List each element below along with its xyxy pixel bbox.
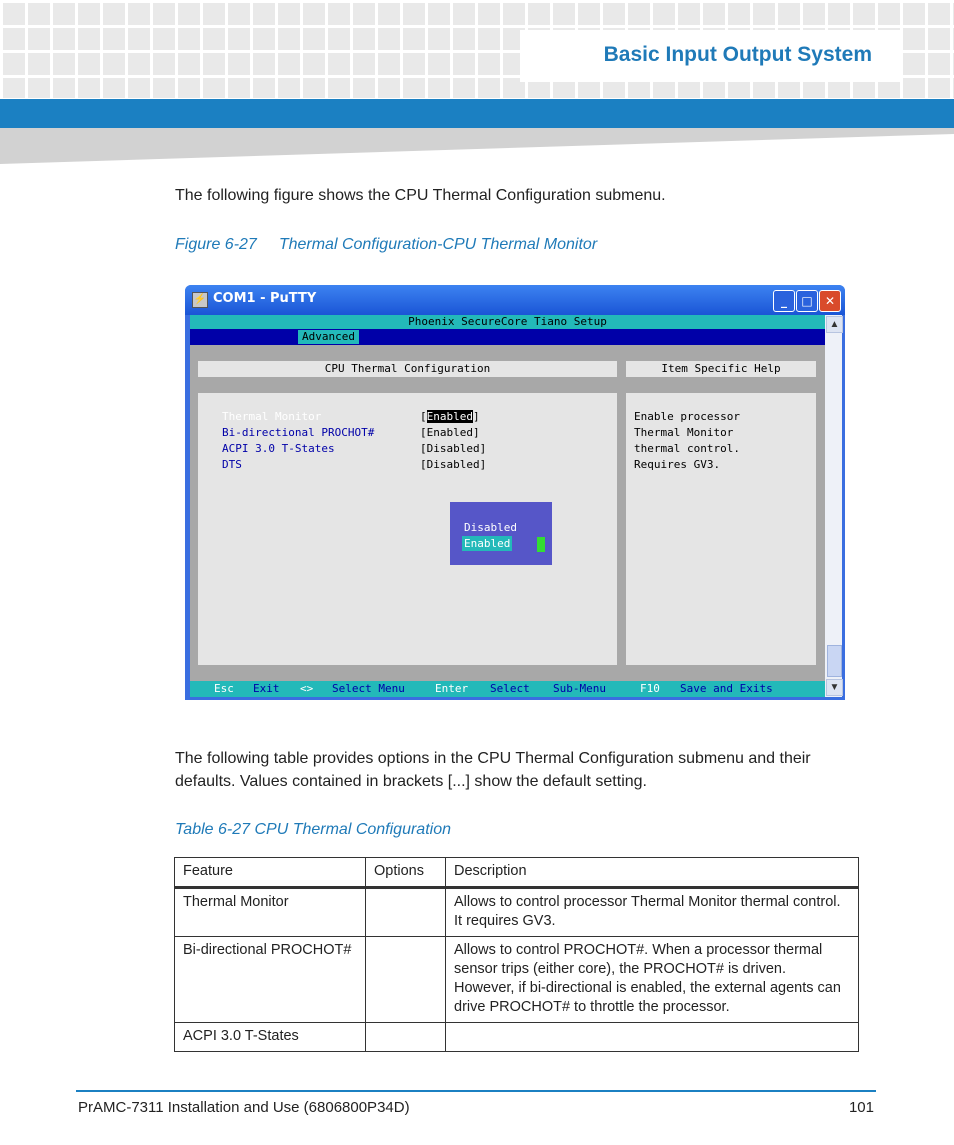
maximize-button[interactable] [796,290,818,312]
cpu-thermal-config-table [174,857,859,1052]
key-arrows: <> [300,682,314,695]
figure-caption [175,236,597,254]
popup-option-enabled[interactable]: Enabled [464,537,511,550]
figure-number: Figure 6-27 [175,236,257,253]
minimize-icon: _ [781,294,787,308]
option-popup [450,502,552,565]
header-gray-swoosh [0,128,954,164]
setting-acpi-tstates[interactable]: ACPI 3.0 T-States [222,442,335,455]
table-cell-feature: Thermal Monitor [175,888,366,937]
footer-page-number: 101 [848,1099,874,1116]
scroll-up-arrow-icon[interactable]: ▲ [826,316,843,333]
popup-option-disabled[interactable]: Disabled [464,521,517,534]
terminal-screen[interactable] [190,315,825,697]
key-f10: F10 [640,682,660,695]
column-header-options: Options [366,858,446,888]
header-blue-band [0,99,954,128]
setting-bidirectional-prochot-value[interactable]: [Enabled] [420,426,480,439]
intro-paragraph: The following figure shows the CPU Thermal Configuration submenu. [175,187,666,204]
column-header-description: Description [446,858,859,888]
setting-thermal-monitor[interactable]: Thermal Monitor [222,410,322,423]
footer-document-title: PrAMC-7311 Installation and Use (6806800P34D) [78,1099,410,1116]
setting-dts[interactable]: DTS [222,458,242,471]
key-esc-text: Exit [253,682,280,695]
table-cell-description: Allows to control PROCHOT#. When a processor thermal sensor trips (either core), the PROCHOT# is driven. However, if bi-directional is enabled, the external agents can drive PROCHOT# to throttle the processor. [446,937,859,1023]
minimize-button[interactable] [773,290,795,312]
key-arrows-text: Select Menu [332,682,405,695]
putty-window [185,285,845,700]
bios-key-legend [190,681,825,697]
page-header-title: Basic Input Output System [603,43,872,66]
table-row [175,937,859,1023]
table-row [175,888,859,937]
setting-thermal-monitor-value-text: Enabled [426,410,473,423]
column-header-feature: Feature [175,858,366,888]
key-enter: Enter [435,682,469,695]
figure-title: Thermal Configuration-CPU Thermal Monitor [278,236,598,253]
help-line: Enable processor [634,410,740,423]
footer-divider [76,1090,876,1092]
table-intro-paragraph: The following table provides options in the CPU Thermal Configuration submenu and their defaults. Values contained in brackets [...] show the default setting. [175,750,811,790]
maximize-icon: □ [801,294,813,308]
putty-titlebar[interactable] [185,285,845,315]
help-title: Item Specific Help [626,361,816,377]
panel-title: CPU Thermal Configuration [198,361,617,377]
terminal-scrollbar[interactable] [825,315,842,697]
table-row [175,1023,859,1052]
scroll-down-arrow-icon[interactable]: ▼ [826,679,843,696]
putty-window-title: COM1 - PuTTY [213,291,317,306]
key-f10-text: Save and Exits [680,682,773,695]
key-submenu-text: Sub-Menu [553,682,606,695]
table-cell-options [366,1023,446,1052]
help-line: Thermal Monitor [634,426,734,439]
close-icon: ✕ [824,294,836,308]
tab-advanced[interactable]: Advanced [298,330,359,344]
table-cell-options [366,937,446,1023]
help-panel [626,393,816,665]
text-cursor [537,537,545,552]
table-cell-description [446,1023,859,1052]
table-cell-options [366,888,446,937]
table-caption: Table 6-27 CPU Thermal Configuration [175,821,451,838]
bios-body [190,345,825,681]
key-enter-text: Select [490,682,530,695]
setting-dts-value[interactable]: [Disabled] [420,458,487,471]
bios-tab-bar [190,330,825,344]
setting-acpi-tstates-value[interactable]: [Disabled] [420,442,487,455]
bios-title: Phoenix SecureCore Tiano Setup [190,315,825,329]
setting-bidirectional-prochot[interactable]: Bi-directional PROCHOT# [222,426,375,439]
scrollbar-thumb[interactable] [827,645,842,677]
help-line: Requires GV3. [634,458,721,471]
table-header-row [175,858,859,888]
table-cell-feature: ACPI 3.0 T-States [175,1023,366,1052]
setting-thermal-monitor-value[interactable]: [Enabled] [420,410,480,423]
table-cell-description: Allows to control processor Thermal Monitor thermal control. It requires GV3. [446,888,859,937]
close-button[interactable] [819,290,841,312]
putty-app-icon[interactable]: ⚡ [192,292,208,308]
key-esc: Esc [214,682,234,695]
settings-panel [198,393,617,665]
table-cell-feature: Bi-directional PROCHOT# [175,937,366,1023]
help-line: thermal control. [634,442,740,455]
